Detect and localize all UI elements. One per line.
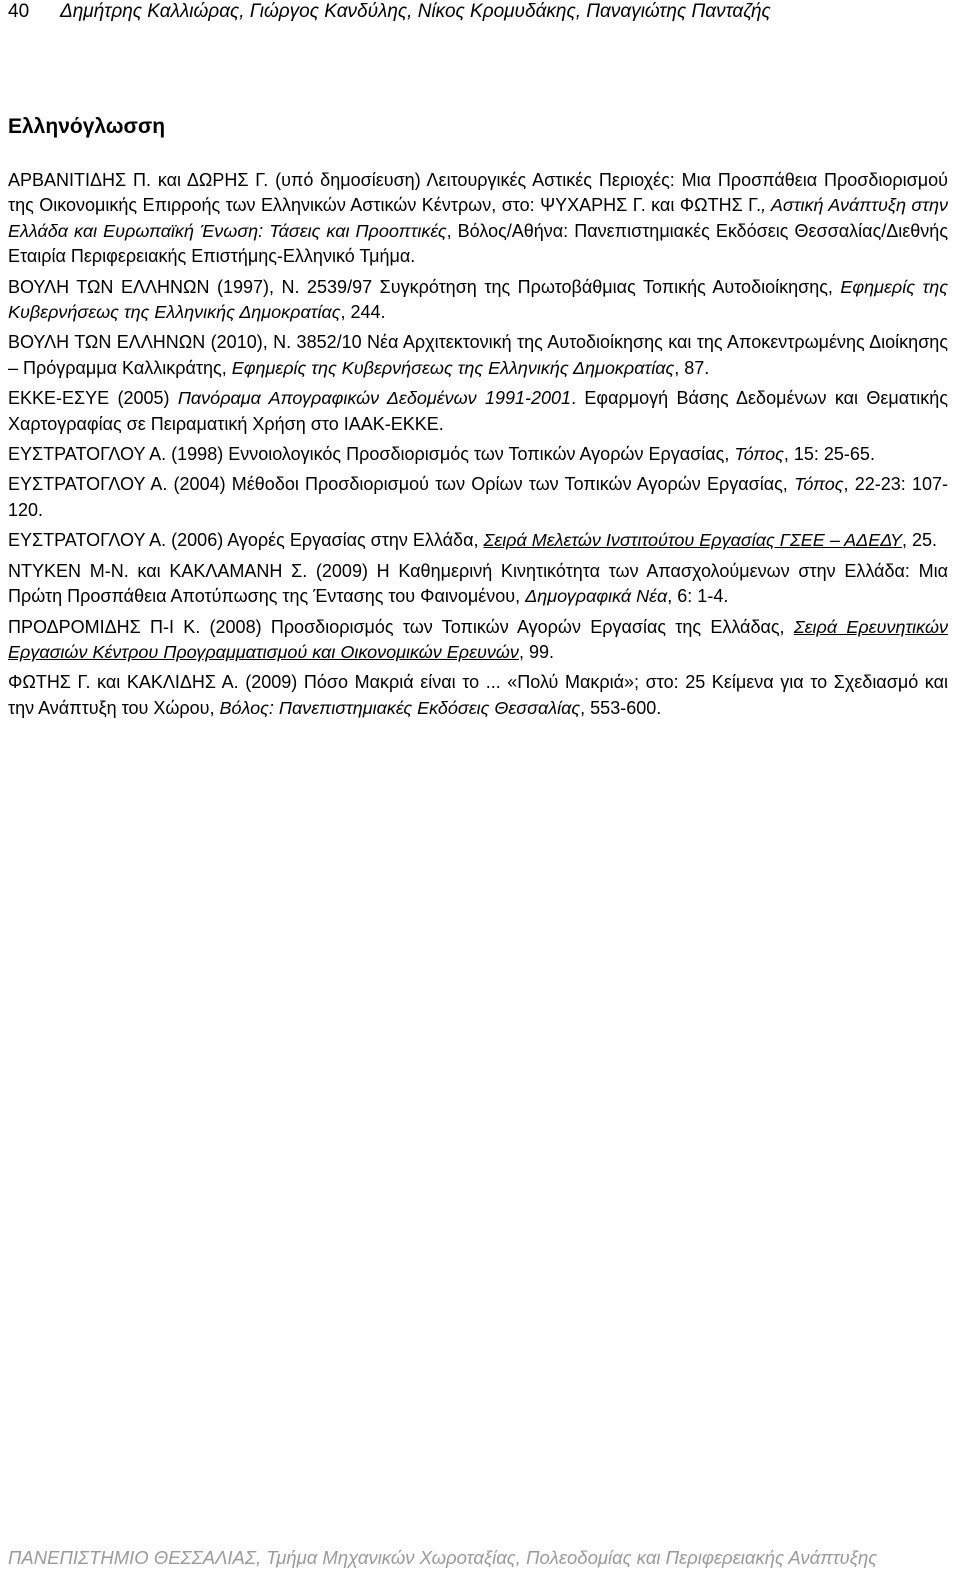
- reference-title-underlined: Σειρά Μελετών Ινστιτούτου Εργασίας ΓΣΕΕ – ΑΔΕΔΥ: [483, 530, 903, 551]
- reference-title: , Αστική Ανάπτυξη στην Ελλάδα και Ευρωπαϊκή Ένωση: Τάσεις και Προοπτικές: [8, 195, 948, 241]
- reference-title-underlined: Σειρά Ερευνητικών Εργασιών Κέντρου Προγραμματισμού και Οικονομικών Ερευνών: [8, 616, 948, 662]
- reference-text: , 87.: [674, 357, 710, 378]
- reference-text: ΦΩΤΗΣ Γ. και ΚΑΚΛΙΔΗΣ Α. (2009) Πόσο Μακριά είναι το ... «Πολύ Μακριά»; στο: 25 Κείμενα για το Σχεδιασμό και την Ανάπτυξη του Χώρου,: [8, 672, 948, 718]
- reference-item: [8, 472, 948, 523]
- reference-title: Πανόραμα Απογραφικών Δεδομένων 1991-2001: [177, 388, 572, 409]
- reference-title: [483, 530, 902, 550]
- reference-text: , Βόλος/Αθήνα: Πανεπιστημιακές Εκδόσεις Θεσσαλίας/Διεθνής Εταιρία Περιφερειακής Επιστήμης-Ελληνικό Τμήμα.: [8, 220, 948, 267]
- reference-text: ΑΡΒΑΝΙΤΙΔΗΣ Π. και ΔΩΡΗΣ Γ. (υπό δημοσίευση) Λειτουργικές Αστικές Περιοχές: Μια Προσπάθεια Προσδιορισμού της Οικονομικής Επιρροής των Ελληνικών Αστικών Κέντρων, στο: ΨΥΧΑΡΗΣ Γ. και ΦΩΤΗΣ Γ.: [8, 170, 948, 216]
- page-footer: ΠΑΝΕΠΙΣΤΗΜΙΟ ΘΕΣΣΑΛΙΑΣ, Τμήμα Μηχανικών Χωροταξίας, Πολεοδομίας και Περιφερειακής Ανάπτυξης: [8, 1547, 878, 1568]
- reference-title: Εφημερίς της Κυβερνήσεως της Ελληνικής Δημοκρατίας: [8, 276, 948, 323]
- reference-item: [8, 615, 948, 666]
- reference-item: [8, 330, 948, 381]
- reference-text: , 99.: [518, 641, 554, 662]
- reference-text: ΕΥΣΤΡΑΤΟΓΛΟΥ Α. (2006) Αγορές Εργασίας στην Ελλάδα,: [8, 530, 484, 551]
- reference-title: Βόλος: Πανεπιστημιακές Εκδόσεις Θεσσαλίας: [219, 697, 581, 718]
- reference-item: [8, 275, 948, 326]
- reference-item: [8, 442, 948, 467]
- reference-title: Τόπος: [734, 444, 784, 465]
- reference-text: . Εφαρμογή Βάσης Δεδομένων και Θεματικής Χαρτογραφίας σε Πειραματική Χρήση στο ΙΑΑΚ-ΕΚΚΕ.: [8, 388, 948, 434]
- reference-text: , 6: 1-4.: [667, 586, 729, 607]
- reference-item: [8, 528, 948, 553]
- reference-text: ΠΡΟΔΡΟΜΙΔΗΣ Π-Ι Κ. (2008) Προσδιορισμός των Τοπικών Αγορών Εργασίας της Ελλάδας,: [8, 616, 794, 637]
- reference-list: [8, 168, 948, 726]
- section-title: Ελληνόγλωσση: [8, 115, 166, 138]
- reference-text: ΕΚΚΕ-ΕΣΥΕ (2005): [8, 388, 178, 409]
- reference-title: Εφημερίς της Κυβερνήσεως της Ελληνικής Δημοκρατίας: [231, 357, 675, 378]
- reference-text: , 15: 25-65.: [783, 444, 875, 465]
- reference-text: , 553-600.: [580, 697, 662, 718]
- reference-text: , 22-23: 107-120.: [8, 474, 948, 520]
- reference-item: [8, 168, 948, 270]
- reference-text: , 244.: [340, 302, 386, 323]
- reference-title: Τόπος: [794, 474, 844, 495]
- reference-item: [8, 670, 948, 721]
- header-authors: Δημήτρης Καλλιώρας, Γιώργος Κανδύλης, Νίκος Κρομυδάκης, Παναγιώτης Πανταζής: [60, 1, 771, 22]
- reference-item: [8, 559, 948, 610]
- page-number: 40: [8, 1, 30, 22]
- reference-text: ΕΥΣΤΡΑΤΟΓΛΟΥ Α. (1998) Εννοιολογικός Προσδιορισμός των Τοπικών Αγορών Εργασίας,: [8, 444, 735, 465]
- reference-text: ΝΤΥΚΕΝ Μ-Ν. και ΚΑΚΛΑΜΑΝΗ Σ. (2009) Η Καθημερινή Κινητικότητα των Απασχολούμενων στην Ελλάδα: Μια Πρώτη Προσπάθεια Αποτύπωσης της Έντασης του Φαινομένου,: [8, 560, 948, 607]
- reference-item: [8, 386, 948, 437]
- reference-text: ΕΥΣΤΡΑΤΟΓΛΟΥ Α. (2004) Μέθοδοι Προσδιορισμού των Ορίων των Τοπικών Αγορών Εργασίας,: [8, 474, 794, 495]
- reference-title: Δημογραφικά Νέα: [525, 586, 668, 607]
- reference-text: , 25.: [902, 530, 938, 551]
- reference-text: ΒΟΥΛΗ ΤΩΝ ΕΛΛΗΝΩΝ (1997), Ν. 2539/97 Συγκρότηση της Πρωτοβάθμιας Τοπικής Αυτοδιοίκησης,: [8, 276, 841, 297]
- reference-text: ΒΟΥΛΗ ΤΩΝ ΕΛΛΗΝΩΝ (2010), Ν. 3852/10 Νέα Αρχιτεκτονική της Αυτοδιοίκησης και της Αποκεντρωμένης Διοίκησης – Πρόγραμμα Καλλικράτης,: [8, 332, 948, 378]
- running-header: [8, 0, 948, 24]
